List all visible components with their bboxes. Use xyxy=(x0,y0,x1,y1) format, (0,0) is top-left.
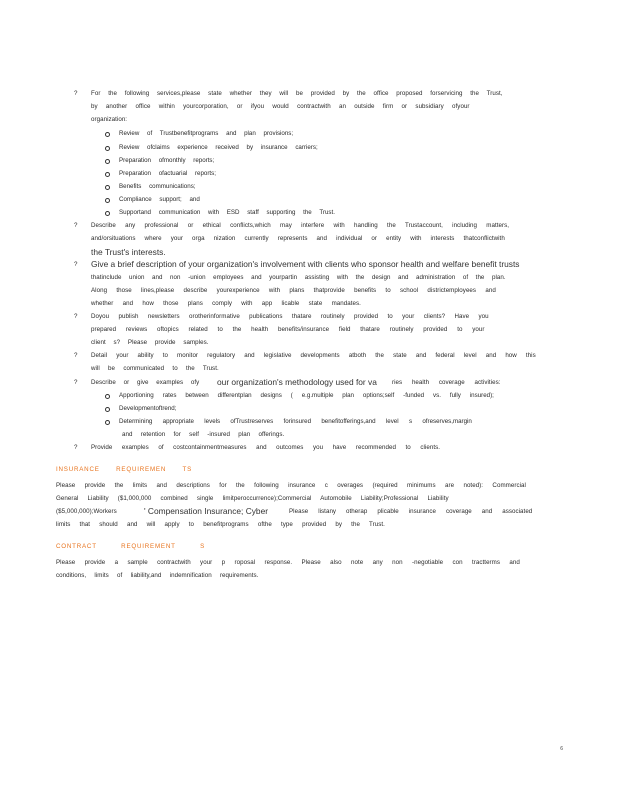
circle-bullet-icon xyxy=(105,394,110,399)
question-marker: ? xyxy=(74,261,78,268)
bullet-item: Benefits communications; xyxy=(105,184,196,190)
question-marker: ? xyxy=(74,444,78,451)
contract-line1: Please provide a sample contractwith your p roposal response. Please also note any non -negotiable con tractterms and xyxy=(56,559,520,566)
question-marker: ? xyxy=(74,222,78,229)
page-number: 6 xyxy=(560,746,563,752)
circle-bullet-icon xyxy=(105,211,110,216)
q3-line1: Give a brief description of your organization's involvement with clients who sponsor health and welfare benefit trusts xyxy=(91,259,520,269)
bullet-item: Review of Trustbenefitprograms and plan provisions; xyxy=(105,131,293,137)
bullet-item: Supportand communication with ESD staff supporting the Trust. xyxy=(105,210,335,216)
circle-bullet-icon xyxy=(105,132,110,137)
q4-line1: Doyou publish newsletters orotherinformative publications thatare routinely provided to your clients? Have you xyxy=(91,313,489,320)
q6-line1-end: ries health coverage activities: xyxy=(392,379,501,386)
bullet-item: Review ofclaims experience received by insurance carriers; xyxy=(105,145,318,151)
q3-line4: whether and how those plans comply with app licable state mandates. xyxy=(91,300,361,307)
insurance-line3-end: Please listany otherap plicable insurance coverage and associated xyxy=(289,508,533,515)
circle-bullet-icon xyxy=(105,420,110,425)
q2-line1: Describe any professional or ethical conflicts,which may interfere with handling the Trustaccount, including matters, xyxy=(91,222,510,229)
bullet-item: Apportioning rates between differentplan designs ( e.g.multiple plan options;self -funded vs. fully insured); xyxy=(105,393,494,399)
question-marker: ? xyxy=(74,90,78,97)
circle-bullet-icon xyxy=(105,407,110,412)
bullet-item: Determining appropriate levels ofTrustreserves forinsured benefitofferings,and level s ofreserves,margin xyxy=(105,419,472,425)
insurance-heading: INSURANCE REQUIREMEN TS xyxy=(56,466,193,473)
contract-line2: conditions, limits of liability,and indemnification requirements. xyxy=(56,572,259,579)
q1-line1: For the following services,please state whether they will be provided by the office proposed forservicing the Trust, xyxy=(91,90,503,97)
q1-line3: organization: xyxy=(91,116,128,123)
circle-bullet-icon xyxy=(105,146,110,151)
question-marker: ? xyxy=(74,313,78,320)
contract-heading: CONTRACT REQUIREMENT S xyxy=(56,543,206,550)
insurance-line1: Please provide the limits and descriptions for the following insurance c overages (required minimums are noted): Commercial xyxy=(56,482,526,489)
q6-line1-middle: our organization's methodology used for va xyxy=(217,377,377,387)
q2-line2: and/orsituations where your orga nization currently represents and individual or entity with interests thatconflictwith xyxy=(91,235,505,242)
q3-line3: Along those lines,please describe yourexperience with plans thatprovide benefits to school districtemployees and xyxy=(91,287,496,294)
q6-bullet-continuation: and retention for self -insured plan offerings. xyxy=(122,431,285,438)
q4-line3: client s? Please provide samples. xyxy=(91,339,209,346)
question-marker: ? xyxy=(74,379,78,386)
bullet-item: Compliance support; and xyxy=(105,197,200,203)
circle-bullet-icon xyxy=(105,159,110,164)
q6-line1-start: Describe or give examples ofy xyxy=(91,379,200,386)
q7-line1: Provide examples of costcontainmentmeasures and outcomes you have recommended to clients. xyxy=(91,444,440,451)
insurance-line3-start: ($5,000,000);Workers xyxy=(56,508,117,515)
q1-line2: by another office within yourcorporation, or ifyou would contractwith an outside firm or subsidiary ofyour xyxy=(91,103,470,110)
insurance-line2: General Liability ($1,000,000 combined single limitperoccurrence);Commercial Automobile Liability;Professional Liability xyxy=(56,495,449,502)
insurance-line4: limits that should and will apply to benefitprograms ofthe type provided by the Trust. xyxy=(56,521,385,528)
circle-bullet-icon xyxy=(105,185,110,190)
bullet-item: Developmentoftrend; xyxy=(105,406,176,412)
q4-line2: prepared reviews oftopics related to the health benefits/insurance field thatare routinely provided to your xyxy=(91,326,485,333)
bullet-item: Preparation ofmonthly reports; xyxy=(105,158,214,164)
q5-line2: will be communicated to the Trust. xyxy=(91,365,219,372)
q5-line1: Detail your ability to monitor regulatory and legislative developments atboth the state and federal level and how this xyxy=(91,352,536,359)
q3-line2: thatinclude union and non -union employees and yourpartin assisting with the design and administration of the plan. xyxy=(91,274,506,281)
insurance-line3-middle: ' Compensation Insurance; Cyber xyxy=(144,506,269,516)
circle-bullet-icon xyxy=(105,198,110,203)
bullet-item: Preparation ofactuarial reports; xyxy=(105,171,216,177)
q2-line3: the Trust's interests. xyxy=(91,247,166,257)
circle-bullet-icon xyxy=(105,172,110,177)
question-marker: ? xyxy=(74,352,78,359)
